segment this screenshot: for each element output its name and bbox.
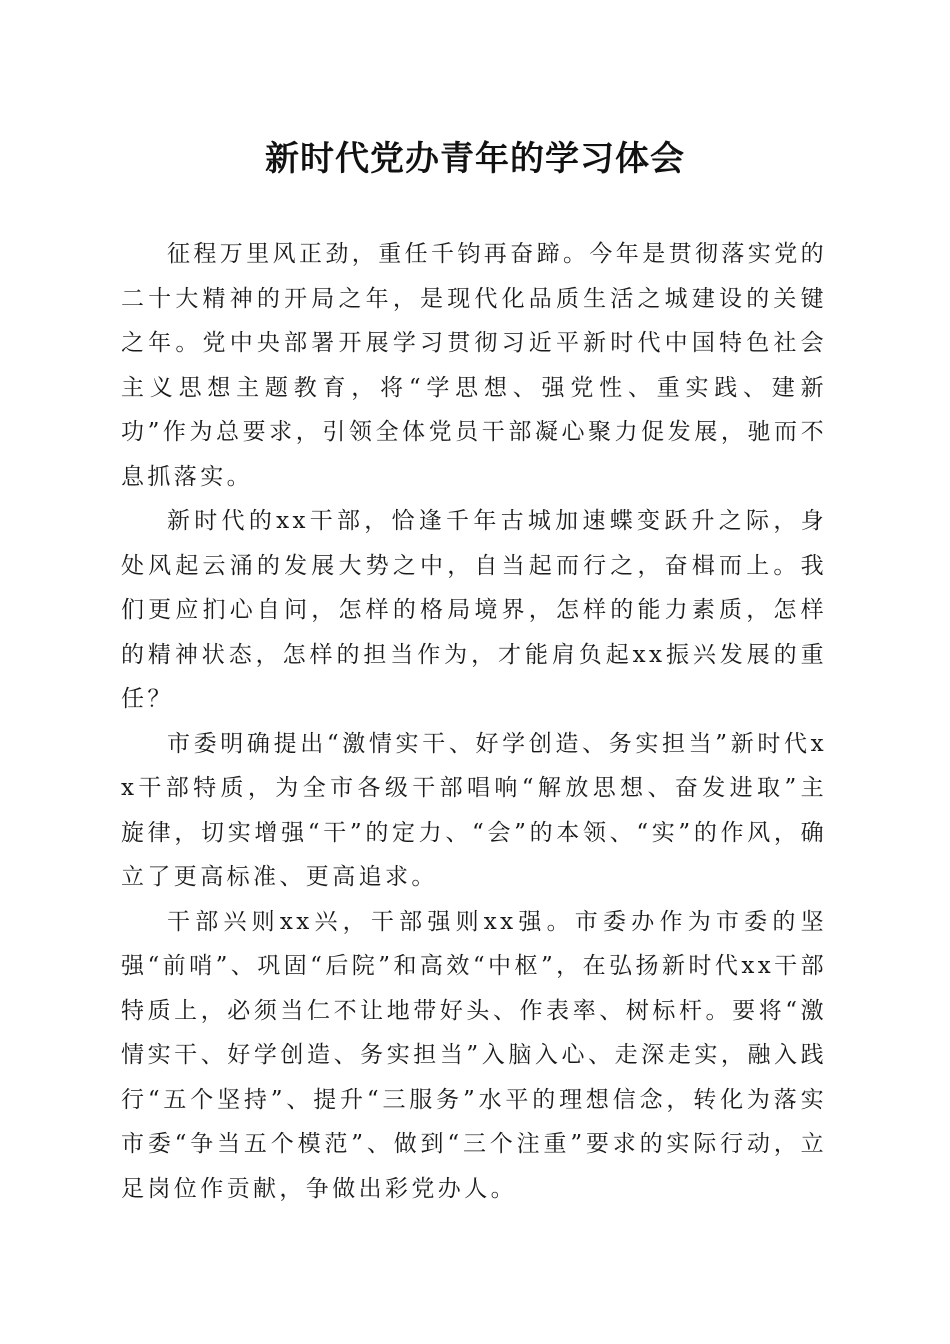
- paragraph-4: 干部兴则xx兴，干部强则xx强。市委办作为市委的坚强“前哨”、巩固“后院”和高效“中枢”，在弘扬新时代xx干部特质上，必须当仁不让地带好头、作表率、树标杆。要将“激情实干、好学创造、务实担当”入脑入心、走深走实，融入践行“五个坚持”、提升“三服务”水平的理想信念，转化为落实市委“争当五个模范”、做到“三个注重”要求的实际行动，立足岗位作贡献，争做出彩党办人。: [121, 908, 827, 1202]
- paragraph-2: 新时代的xx干部，恰逢千年古城加速蝶变跃升之际，身处风起云涌的发展大势之中，自当起而行之，奋楫而上。我们更应扪心自问，怎样的格局境界，怎样的能力素质，怎样的精神状态，怎样的担当作为，才能肩负起xx振兴发展的重任？: [121, 508, 827, 712]
- paragraph-3: 市委明确提出“激情实干、好学创造、务实担当”新时代xx干部特质，为全市各级干部唱响“解放思想、奋发进取”主旋律，切实增强“干”的定力、“会”的本领、“实”的作风，确立了更高标准、更高追求。: [121, 730, 827, 890]
- document-title: 新时代党办青年的学习体会: [265, 139, 685, 179]
- document-body: [121, 232, 827, 1211]
- paragraph-1: 征程万里风正劲，重任千钧再奋蹄。今年是贯彻落实党的二十大精神的开局之年，是现代化品质生活之城建设的关键之年。党中央部署开展学习贯彻习近平新时代中国特色社会主义思想主题教育，将“学思想、强党性、重实践、建新功”作为总要求，引领全体党员干部凝心聚力促发展，驰而不息抓落实。: [121, 241, 827, 490]
